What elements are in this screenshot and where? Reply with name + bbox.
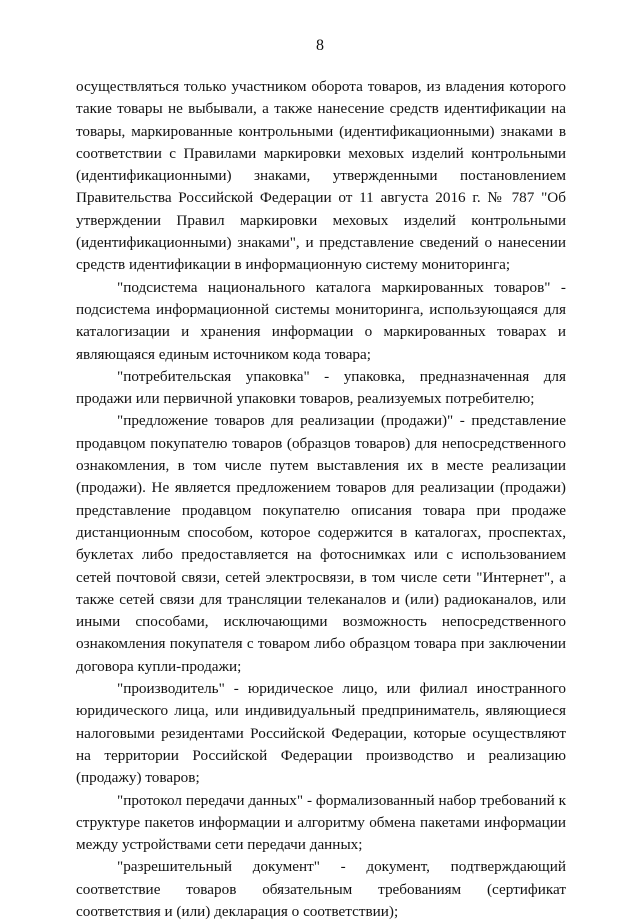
- document-body: [76, 76, 566, 923]
- paragraph-data-protocol: "протокол передачи данных" - формализованный набор требований к структуре пакетов информации и алгоритму обмена пакетами информации между устройствами сети передачи данных;: [76, 791, 566, 854]
- paragraph-consumer-packaging: "потребительская упаковка" - упаковка, предназначенная для продажи или первичной упаковки товаров, реализуемых потребителю;: [76, 367, 566, 408]
- paragraph-manufacturer: "производитель" - юридическое лицо, или филиал иностранного юридического лица, или индивидуальный предприниматель, являющиеся налоговыми резидентами Российской Федерации, которые осуществляют на территории Российской Федерации производство и реализацию (продажу) товаров;: [76, 680, 566, 787]
- paragraph-permit-document: "разрешительный документ" - документ, подтверждающий соответствие товаров обязательным требованиям (сертификат соответствия и (или) декларация о соответствии);: [76, 858, 566, 920]
- paragraph-catalog-subsystem: "подсистема национального каталога маркированных товаров" - подсистема информационной системы мониторинга, использующаяся для каталогизации и хранения информации о маркированных товарах и являющаяся единым источником кода товара;: [76, 278, 566, 363]
- paragraph-monitoring-continuation: осуществляться только участником оборота товаров, из владения которого такие товары не выбывали, а также нанесение средств идентификации на товары, маркированные контрольными (идентификационными) знаками в соответствии с Правилами маркировки меховых изделий контрольными (идентификационными) знаками, утвержденными постановлением Правительства Российской Федерации от 11 августа 2016 г. № 787 "Об утверждении Правил маркировки меховых изделий контрольными (идентификационными) знаками", и представление сведений о нанесении средств идентификации в информационную систему мониторинга;: [76, 78, 566, 274]
- page-number: 8: [316, 37, 324, 54]
- paragraph-offer-for-sale: "предложение товаров для реализации (продажи)" - представление продавцом покупателю товаров (образцов товаров) для непосредственного ознакомления, в том числе путем выставления их в месте реализации (продажи). Не является предложением товаров для реализации (продажи) представление продавцом покупателю описания товара при продаже дистанционным способом, которое содержится в каталогах, проспектах, буклетах либо предоставляется на фотоснимках или с использованием сетей почтовой связи, сетей электросвязи, в том числе сети "Интернет", а также сетей связи для трансляции телеканалов и (или) радиоканалов, или иными способами, исключающими возможность непосредственного ознакомления покупателя с товаром либо образцом товара при заключении договора купли-продажи;: [76, 412, 566, 675]
